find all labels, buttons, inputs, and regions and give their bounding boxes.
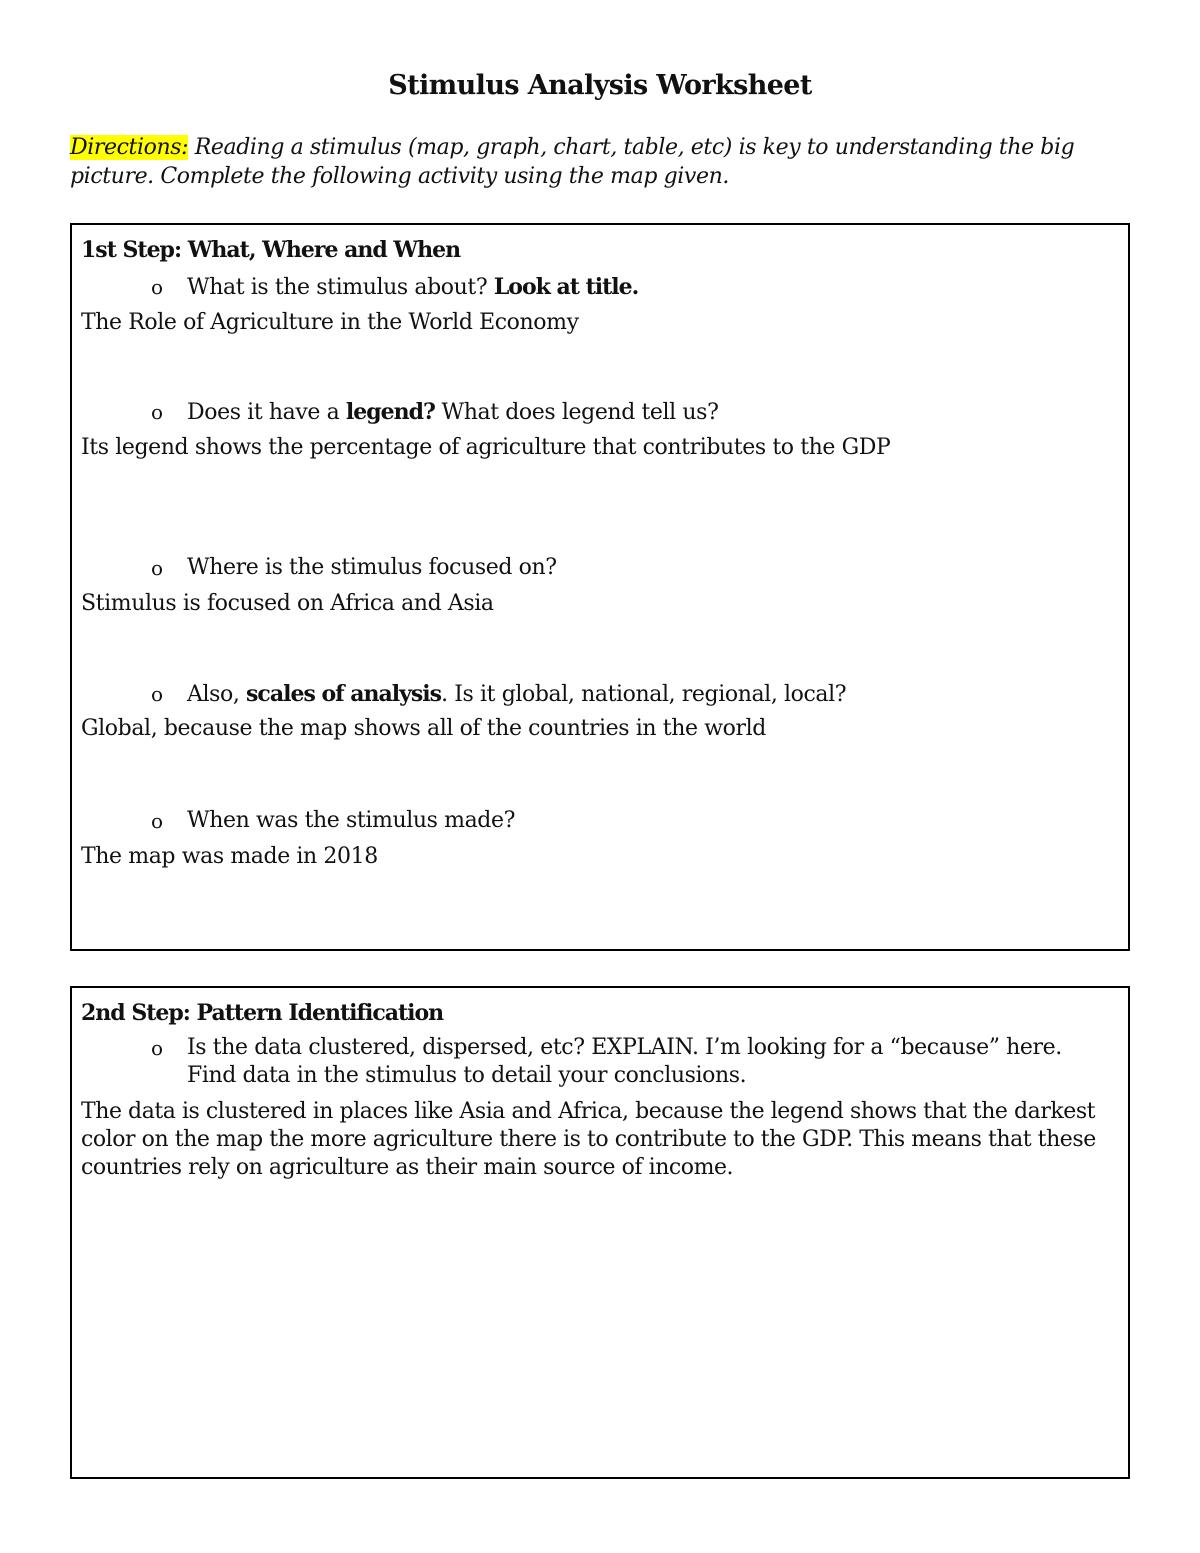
bullet-icon: o [151,400,163,424]
bullet-icon: o [151,556,163,580]
step2-question-pattern [151,1034,1112,1090]
step1-answer-focus: Stimulus is focused on Africa and Asia [81,591,494,616]
step1-answer-legend: Its legend shows the percentage of agriculture that contributes to the GDP [81,435,891,460]
directions-label: Directions: [70,135,189,160]
step1-question-date [151,807,515,835]
step1-question-scale [151,680,847,709]
step1-answer-scale: Global, because the map shows all of the countries in the world [81,716,766,741]
step1-box [70,223,1130,951]
question-text: What is the stimulus about? [187,275,494,300]
step1-question-title [151,273,639,302]
directions-text: Reading a stimulus (map, graph, chart, table, etc) is key to understanding the big picture. Complete the following activity using the map given. [70,135,1075,189]
question-text-after: . Is it global, national, regional, local? [441,682,847,707]
step1-heading: 1st Step: What, Where and When [81,237,461,263]
step1-answer-title: The Role of Agriculture in the World Economy [81,310,579,335]
question-text: Also, [187,682,247,707]
question-text: Where is the stimulus focused on? [187,555,557,580]
question-emphasis: legend? [345,399,435,425]
bullet-icon: o [151,682,163,706]
question-text: Is the data clustered, dispersed, etc? EXPLAIN. I’m looking for a “because” here. Find data in the stimulus to detail your conclusions. [187,1035,1062,1088]
bullet-icon: o [151,275,163,299]
question-text: Does it have a [187,400,346,425]
step1-question-legend [151,398,719,427]
step1-answer-date: The map was made in 2018 [81,844,378,869]
step1-question-focus [151,554,557,582]
bullet-icon: o [151,1036,163,1060]
bullet-icon: o [151,809,163,833]
step2-heading: 2nd Step: Pattern Identification [81,1000,444,1026]
step2-box [70,986,1130,1479]
step2-answer-pattern: The data is clustered in places like Asia and Africa, because the legend shows that the darkest color on the map the more agriculture there is to contribute to the GDP. This means that these countries rely on agriculture as their main source of income. [81,1099,1096,1180]
question-emphasis: scales of analysis [246,681,442,707]
page-title: Stimulus Analysis Worksheet [388,70,812,101]
directions [70,133,1130,191]
question-emphasis: Look at title. [493,274,639,300]
question-text: When was the stimulus made? [187,808,515,833]
question-text-after: What does legend tell us? [434,400,719,425]
